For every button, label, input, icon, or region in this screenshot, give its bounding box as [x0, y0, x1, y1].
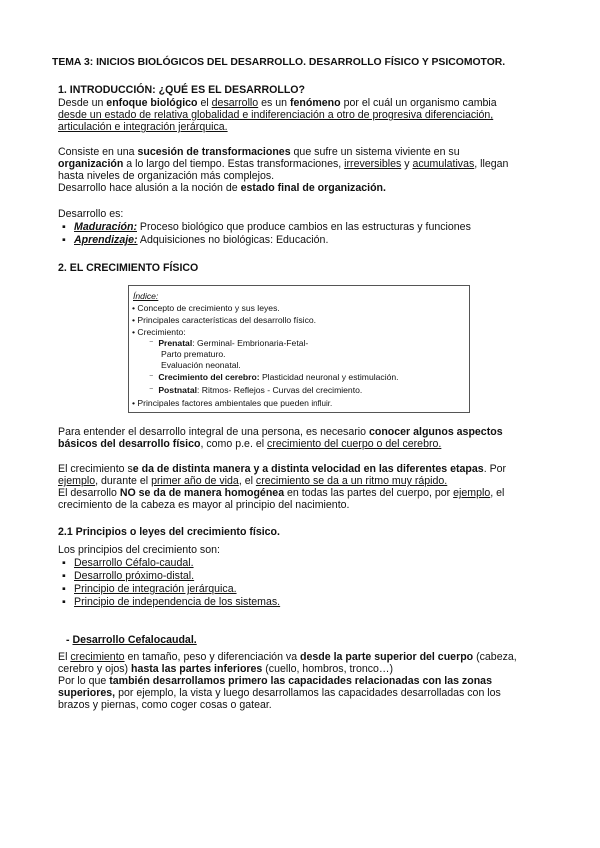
document-title: TEMA 3: INICIOS BIOLÓGICOS DEL DESARROLLO. DESARROLLO FÍSICO Y PSICOMOTOR.: [52, 57, 506, 68]
index-subitem-cont: Evaluación neonatal.: [161, 360, 241, 370]
s1-p1-line1: Desde un enfoque biológico el desarrollo es un fenómeno por el cuál un organismo cambia: [58, 97, 497, 109]
s1-p2-line2: organización a lo largo del tiempo. Estas transformaciones, irreversibles y acumulativas, llegan: [58, 158, 509, 170]
s1-p2-line1: Consiste en una sucesión de transformaciones que sufre un sistema viviente en su: [58, 146, 460, 158]
subsection-heading: - Desarrollo Cefalocaudal.: [66, 634, 197, 646]
index-subitem: ⁻ Prenatal: Germinal- Embrionaria-Fetal-: [149, 338, 309, 348]
bullet-icon: ▪: [62, 234, 66, 246]
s21-p1-line4: superiores, por ejemplo, la vista y luego desarrollamos las capacidades desarrolladas con los: [58, 687, 501, 699]
index-subitem: ⁻ Postnatal: Ritmos- Reflejos - Curvas del crecimiento.: [149, 385, 363, 395]
section-1-heading: 1. INTRODUCCIÓN: ¿QUÉ ES EL DESARROLLO?: [58, 84, 306, 96]
s1-list-intro: Desarrollo es:: [58, 208, 124, 220]
s1-p2-line3: hasta niveles de organización más complejos.: [58, 170, 275, 182]
bullet-icon: ▪: [62, 221, 66, 233]
s1-p2-line4: Desarrollo hace alusión a la noción de estado final de organización.: [58, 182, 386, 194]
list-item: ▪ Aprendizaje: Adquisiciones no biológicas: Educación.: [62, 234, 329, 246]
list-item: ▪ Desarrollo Céfalo-caudal.: [62, 557, 194, 569]
s21-p1-line5: brazos y piernas, como coger cosas o gatear.: [58, 699, 272, 711]
index-subitem: ⁻ Crecimiento del cerebro: Plasticidad neuronal y estimulación.: [149, 372, 399, 382]
index-subitem-cont: Parto prematuro.: [161, 349, 226, 359]
index-title: Índice:: [133, 291, 159, 301]
list-item: ▪ Principio de independencia de los sistemas.: [62, 596, 281, 608]
s2-p2-line4: crecimiento de la cabeza es mayor al principio del nacimiento.: [58, 499, 350, 511]
list-item: ▪ Maduración: Proceso biológico que produce cambios en las estructuras y funciones: [62, 221, 471, 233]
index-item: • Crecimiento:: [132, 327, 186, 337]
index-item: • Principales factores ambientales que pueden influir.: [132, 398, 333, 408]
s2-p2-line1: El crecimiento se da de distinta manera y a distinta velocidad en las diferentes etapas. Por: [58, 463, 507, 475]
bullet-icon: ▪: [62, 570, 66, 582]
section-2-1-heading: 2.1 Principios o leyes del crecimiento físico.: [58, 526, 280, 538]
s21-p1-line1: El crecimiento en tamaño, peso y diferenciación va desde la parte superior del cuerpo (cabeza,: [58, 651, 517, 663]
list-item: ▪ Desarrollo próximo-distal.: [62, 570, 195, 582]
s21-p1-line2: cerebro y ojos) hasta las partes inferiores (cuello, hombros, tronco…): [58, 663, 394, 675]
index-item: • Principales características del desarrollo físico.: [132, 315, 317, 325]
list-item: ▪ Principio de integración jerárquica.: [62, 583, 237, 595]
section-2-heading: 2. EL CRECIMIENTO FÍSICO: [58, 262, 199, 274]
s2-p2-line2: ejemplo, durante el primer año de vida, el crecimiento se da a un ritmo muy rápido.: [58, 475, 448, 487]
bullet-icon: ▪: [62, 557, 66, 569]
s1-p1-line3: articulación e integración jerárquica.: [58, 121, 228, 133]
s2-p2-line3: El desarrollo NO se da de manera homogénea en todas las partes del cuerpo, por ejemplo, el: [58, 487, 505, 499]
s21-p1-line3: Por lo que también desarrollamos primero las capacidades relacionadas con las zonas: [58, 675, 492, 687]
s2-p1-line1: Para entender el desarrollo integral de una persona, es necesario conocer algunos aspectos: [58, 426, 503, 438]
index-box: [128, 285, 470, 413]
bullet-icon: ▪: [62, 583, 66, 595]
bullet-icon: ▪: [62, 596, 66, 608]
s1-p1-line2: desde un estado de relativa globalidad e indiferenciación a otro de progresiva diferenciación,: [58, 109, 494, 121]
s21-list-intro: Los principios del crecimiento son:: [58, 544, 220, 556]
index-item: • Concepto de crecimiento y sus leyes.: [132, 303, 280, 313]
s2-p1-line2: básicos del desarrollo físico, como p.e. el crecimiento del cuerpo o del cerebro.: [58, 438, 442, 450]
